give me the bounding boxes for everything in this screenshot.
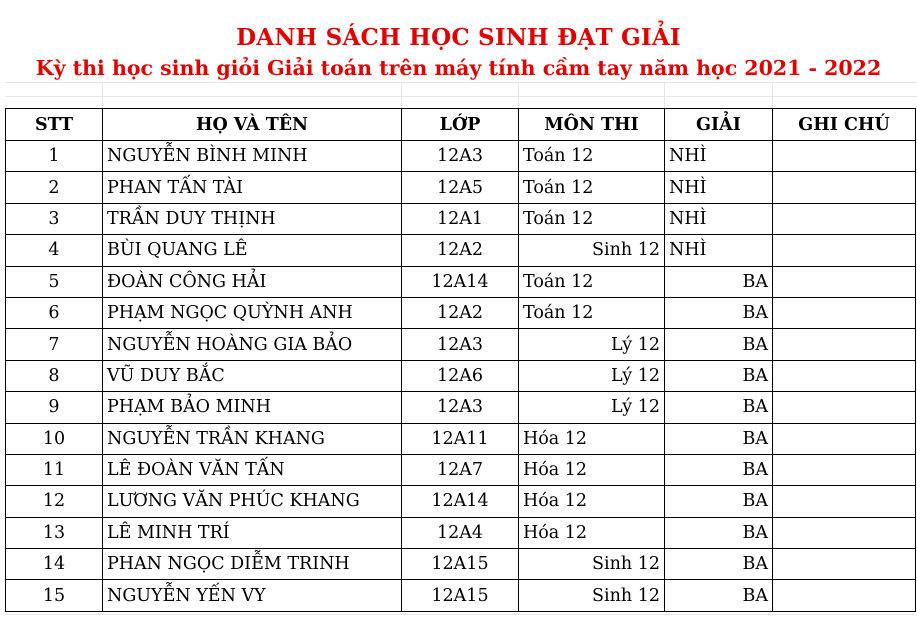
cell-note [773, 392, 916, 423]
cell-subject: Toán 12 [519, 266, 665, 297]
cell-prize: BA [665, 329, 773, 360]
table-row [6, 172, 916, 203]
cell-note [773, 172, 916, 203]
awards-table [5, 108, 916, 612]
cell-subject: Hóa 12 [519, 517, 665, 548]
cell-note [773, 549, 916, 580]
cell-class: 12A11 [402, 423, 519, 454]
cell-class: 12A14 [402, 486, 519, 517]
cell-name: LÊ ĐOÀN VĂN TẤN [103, 454, 402, 485]
cell-name: PHAN TẤN TÀI [103, 172, 402, 203]
cell-stt: 2 [6, 172, 103, 203]
table-row [6, 329, 916, 360]
cell-name: PHẠM BẢO MINH [103, 392, 402, 423]
cell-subject: Toán 12 [519, 172, 665, 203]
cell-stt: 6 [6, 297, 103, 328]
cell-name: BÙI QUANG LÊ [103, 235, 402, 266]
sheet-gridline [5, 614, 915, 615]
cell-name: NGUYỄN BÌNH MINH [103, 141, 402, 172]
cell-stt: 11 [6, 454, 103, 485]
table-row [6, 392, 916, 423]
sheet-gridline [518, 82, 519, 110]
header-note: GHI CHÚ [773, 109, 916, 141]
document-title: DANH SÁCH HỌC SINH ĐẠT GIẢI [236, 24, 681, 51]
document-subtitle: Kỳ thi học sinh giỏi Giải toán trên máy tính cầm tay năm học 2021 - 2022 [35, 56, 882, 80]
table-row [6, 203, 916, 234]
cell-note [773, 297, 916, 328]
cell-name: LƯƠNG VĂN PHÚC KHANG [103, 486, 402, 517]
cell-note [773, 360, 916, 391]
table-row [6, 360, 916, 391]
cell-prize: BA [665, 517, 773, 548]
cell-prize: NHÌ [665, 172, 773, 203]
table-header-row [6, 109, 916, 141]
header-name: HỌ VÀ TÊN [103, 109, 402, 141]
cell-name: PHAN NGỌC DIỄM TRINH [103, 549, 402, 580]
header-class: LỚP [402, 109, 519, 141]
cell-prize: BA [665, 266, 773, 297]
cell-stt: 3 [6, 203, 103, 234]
cell-prize: NHÌ [665, 235, 773, 266]
cell-prize: BA [665, 580, 773, 611]
cell-prize: NHÌ [665, 141, 773, 172]
cell-note [773, 454, 916, 485]
cell-stt: 14 [6, 549, 103, 580]
cell-subject: Toán 12 [519, 141, 665, 172]
cell-note [773, 203, 916, 234]
cell-subject: Hóa 12 [519, 486, 665, 517]
cell-subject: Hóa 12 [519, 454, 665, 485]
cell-name: NGUYỄN HOÀNG GIA BẢO [103, 329, 402, 360]
cell-subject: Sinh 12 [519, 580, 665, 611]
cell-name: NGUYỄN YẾN VY [103, 580, 402, 611]
table-row [6, 297, 916, 328]
cell-stt: 7 [6, 329, 103, 360]
cell-class: 12A14 [402, 266, 519, 297]
cell-prize: BA [665, 549, 773, 580]
header-subject: MÔN THI [519, 109, 665, 141]
table-row [6, 141, 916, 172]
sheet-gridline [102, 82, 103, 110]
cell-class: 12A15 [402, 580, 519, 611]
cell-stt: 1 [6, 141, 103, 172]
sheet-gridline [401, 82, 402, 110]
cell-name: PHẠM NGỌC QUỲNH ANH [103, 297, 402, 328]
cell-note [773, 235, 916, 266]
cell-note [773, 141, 916, 172]
cell-stt: 15 [6, 580, 103, 611]
cell-class: 12A2 [402, 235, 519, 266]
cell-subject: Toán 12 [519, 297, 665, 328]
table-row [6, 580, 916, 611]
cell-stt: 12 [6, 486, 103, 517]
table-row [6, 486, 916, 517]
cell-class: 12A4 [402, 517, 519, 548]
cell-stt: 9 [6, 392, 103, 423]
cell-prize: BA [665, 360, 773, 391]
cell-name: LÊ MINH TRÍ [103, 517, 402, 548]
cell-name: ĐOÀN CÔNG HẢI [103, 266, 402, 297]
cell-class: 12A15 [402, 549, 519, 580]
cell-prize: NHÌ [665, 203, 773, 234]
cell-note [773, 486, 916, 517]
cell-note [773, 517, 916, 548]
table-row [6, 549, 916, 580]
header-prize: GIẢI [665, 109, 773, 141]
cell-stt: 8 [6, 360, 103, 391]
cell-subject: Lý 12 [519, 329, 665, 360]
table-row [6, 454, 916, 485]
table-row [6, 423, 916, 454]
cell-class: 12A5 [402, 172, 519, 203]
cell-name: TRẦN DUY THỊNH [103, 203, 402, 234]
sheet-gridline [772, 82, 773, 110]
cell-class: 12A3 [402, 329, 519, 360]
cell-class: 12A7 [402, 454, 519, 485]
cell-class: 12A2 [402, 297, 519, 328]
cell-subject: Lý 12 [519, 392, 665, 423]
table-body [6, 141, 916, 612]
cell-note [773, 423, 916, 454]
table-row [6, 235, 916, 266]
header-stt: STT [6, 109, 103, 141]
cell-subject: Toán 12 [519, 203, 665, 234]
table-row [6, 517, 916, 548]
cell-name: VŨ DUY BẮC [103, 360, 402, 391]
cell-class: 12A1 [402, 203, 519, 234]
cell-subject: Lý 12 [519, 360, 665, 391]
cell-class: 12A6 [402, 360, 519, 391]
cell-subject: Hóa 12 [519, 423, 665, 454]
cell-prize: BA [665, 297, 773, 328]
cell-prize: BA [665, 486, 773, 517]
cell-note [773, 580, 916, 611]
cell-prize: BA [665, 392, 773, 423]
cell-class: 12A3 [402, 141, 519, 172]
cell-stt: 4 [6, 235, 103, 266]
cell-name: NGUYỄN TRẦN KHANG [103, 423, 402, 454]
cell-stt: 10 [6, 423, 103, 454]
sheet-gridline [664, 82, 665, 110]
cell-stt: 5 [6, 266, 103, 297]
cell-prize: BA [665, 423, 773, 454]
cell-note [773, 266, 916, 297]
cell-prize: BA [665, 454, 773, 485]
cell-class: 12A3 [402, 392, 519, 423]
cell-subject: Sinh 12 [519, 549, 665, 580]
cell-note [773, 329, 916, 360]
cell-subject: Sinh 12 [519, 235, 665, 266]
table-row [6, 266, 916, 297]
cell-stt: 13 [6, 517, 103, 548]
